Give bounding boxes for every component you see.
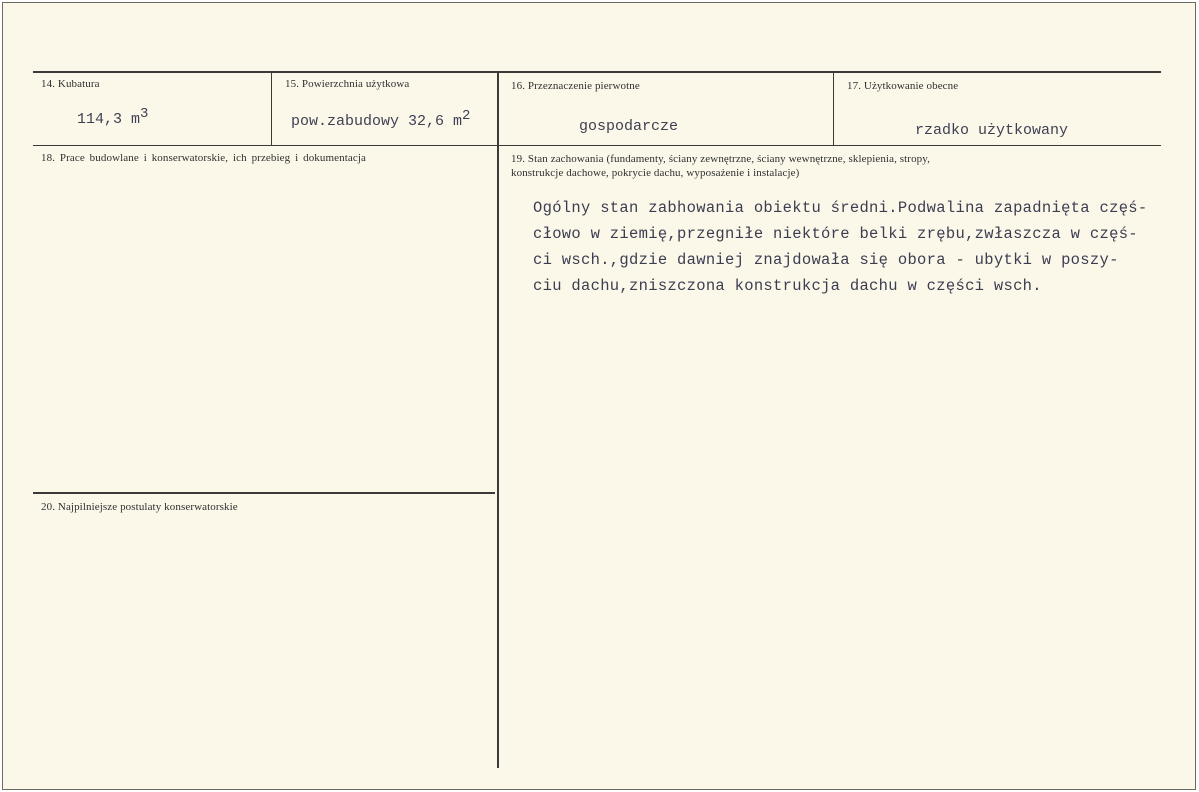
top-rule	[33, 71, 1161, 73]
field-19-text-line: ciu dachu,zniszczona konstrukcja dachu w części wsch.	[533, 277, 1042, 295]
field-17-value: rzadko użytkowany	[915, 122, 1069, 139]
section-18-20-divider	[33, 492, 495, 494]
field-19-text-line: cłowo w ziemię,przegniłe niektóre belki zrębu,zwłaszcza w częś-	[533, 225, 1138, 243]
field-14-label: 14. Kubatura	[41, 78, 100, 90]
field-20-label: 20. Najpilniejsze postulaty konserwatorskie	[41, 501, 238, 513]
field-15-unit-superscript: 2	[462, 108, 471, 124]
field-18-label: 18. Prace budowlane i konserwatorskie, ich przebieg i dokumentacja	[41, 152, 366, 164]
field-19-label-line1: 19. Stan zachowania (fundamenty, ściany zewnętrzne, ściany wewnętrzne, sklepienia, stropy,	[511, 153, 931, 165]
col-divider-16-17	[833, 73, 834, 145]
field-14-unit-superscript: 3	[140, 106, 149, 122]
field-19-condition-text	[533, 195, 1193, 299]
field-19-text-line: Ogólny stan zabhowania obiektu średni.Podwalina zapadnięta częś-	[533, 199, 1148, 217]
field-19-text-line: ci wsch.,gdzie dawniej znajdowała się obora - ubytki w poszy-	[533, 251, 1119, 269]
field-17-label: 17. Użytkowanie obecne	[847, 80, 959, 92]
field-14-value-text: 114,3 m	[77, 111, 141, 128]
field-15-value-text: pow.zabudowy 32,6 m	[291, 113, 463, 130]
field-16-label: 16. Przeznaczenie pierwotne	[511, 80, 640, 92]
field-15-label: 15. Powierzchnia użytkowa	[285, 78, 410, 90]
field-14-value	[77, 106, 149, 128]
field-16-value: gospodarcze	[579, 118, 679, 135]
inventory-card	[2, 2, 1196, 790]
field-19-label-line2: konstrukcje dachowe, pokrycie dachu, wyposażenie i instalacje)	[511, 167, 800, 179]
field-15-value	[291, 108, 471, 130]
col-divider-15-16	[497, 73, 499, 768]
row-divider	[33, 145, 1161, 146]
col-divider-14-15	[271, 73, 272, 145]
